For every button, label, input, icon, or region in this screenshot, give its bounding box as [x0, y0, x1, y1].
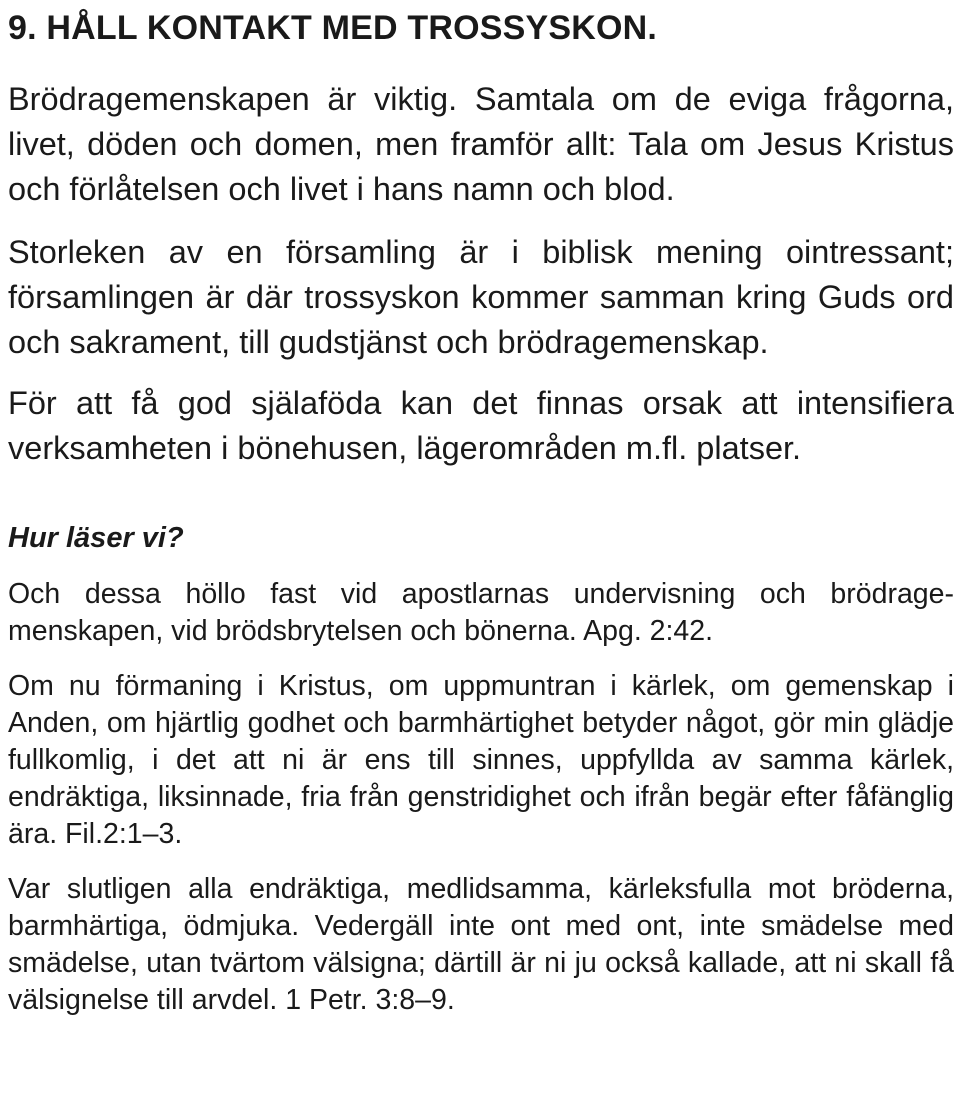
reading-heading: Hur läser vi? [8, 522, 184, 554]
paragraph-spiritual-food: För att få god själaföda kan det finnas orsak att intensifiera verksamheten i bönehusen, lägerområden m.fl. platser. [8, 385, 954, 466]
quote-philippians: Om nu förmaning i Kristus, om uppmuntran i kärlek, om gemenskap i Anden, om hjärtlig godhet och barmhärtighet betyder något, gör min glädje fullkomlig, i det att ni är ens till sinnes, uppfyllda av samma kärlek, endräktiga, liksinnade, fria från genstridighet och ifrån begär efter fåfänglig ära. Fil.2:1–3. [8, 670, 954, 850]
document-page [8, 0, 954, 1019]
quote-peter: Var slutligen alla endräktiga, medlidsamma, kärleksfulla mot bröderna, barmhärtiga, ödmjuka. Vedergäll inte ont med ont, inte smädelse med smädelse, utan tvärtom välsigna; därtill är ni ju också kallade, att ni skall få välsignelse till arvdel. 1 Petr. 3:8–9. [8, 873, 954, 1016]
paragraph-brotherhood: Brödragemenskapen är viktig. Samtala om de eviga frågorna, livet, döden och domen, men framför allt: Tala om Jesus Kristus och förlåtelsen och livet i hans namn och blod. [8, 81, 954, 207]
section-heading: 9. HÅLL KONTAKT MED TROSSYSKON. [8, 9, 658, 47]
paragraph-congregation: Storleken av en församling är i biblisk mening ointressant; församlingen är där trossyskon kommer samman kring Guds ord och sakrament, till gudstjänst och brödragemenskap. [8, 234, 954, 360]
quote-acts: Och dessa höllo fast vid apostlarnas undervisning och brödragemenskapen, vid brödsbrytelsen och bönerna. Apg. 2:42. [8, 578, 954, 647]
